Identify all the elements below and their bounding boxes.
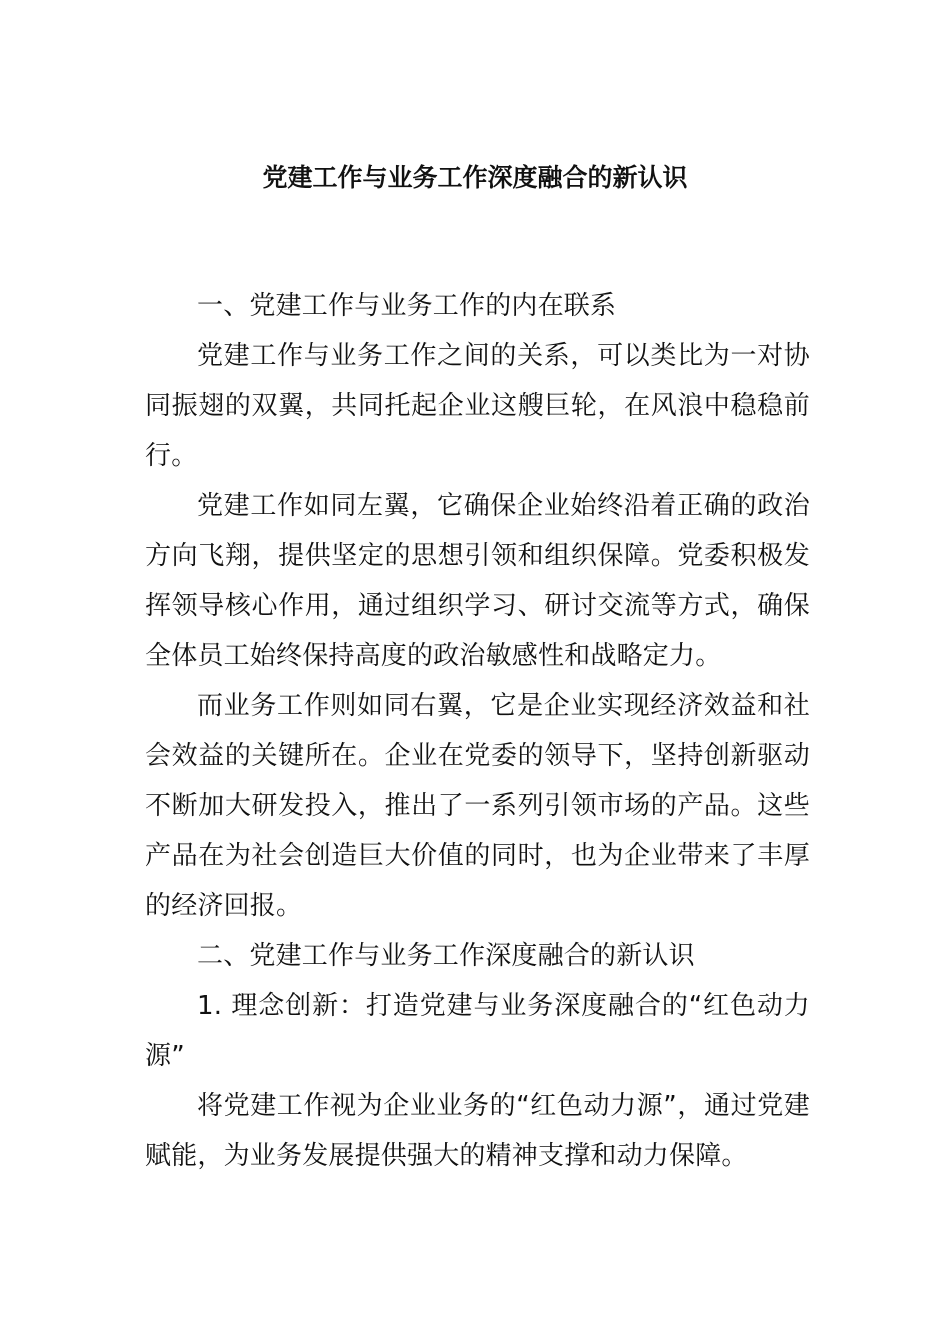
section-heading-1: 一、党建工作与业务工作的内在联系 — [197, 291, 617, 321]
paragraph-left-wing: 党建工作如同左翼，它确保企业始终沿着正确的政治方向飞翔，提供坚定的思想引领和组织保障。党委积极发挥领导核心作用，通过组织学习、研讨交流等方式，确保全体员工始终保持高度的政治敏感性和战略定力。 — [145, 491, 810, 671]
document-body — [145, 281, 810, 1181]
paragraph-relationship: 党建工作与业务工作之间的关系，可以类比为一对协同振翅的双翼，共同托起企业这艘巨轮，在风浪中稳稳前行。 — [145, 341, 810, 471]
subheading-concept-innovation: 1. 理念创新：打造党建与业务深度融合的“红色动力源” — [145, 991, 810, 1071]
paragraph-right-wing: 而业务工作则如同右翼，它是企业实现经济效益和社会效益的关键所在。企业在党委的领导下，坚持创新驱动不断加大研发投入，推出了一系列引领市场的产品。这些产品在为社会创造巨大价值的同时，也为企业带来了丰厚的经济回报。 — [145, 691, 810, 921]
section-heading-2: 二、党建工作与业务工作深度融合的新认识 — [197, 941, 695, 971]
paragraph-red-power-source: 将党建工作视为企业业务的“红色动力源”，通过党建赋能，为业务发展提供强大的精神支撑和动力保障。 — [145, 1091, 810, 1171]
document-title: 党建工作与业务工作深度融合的新认识 — [262, 163, 688, 192]
